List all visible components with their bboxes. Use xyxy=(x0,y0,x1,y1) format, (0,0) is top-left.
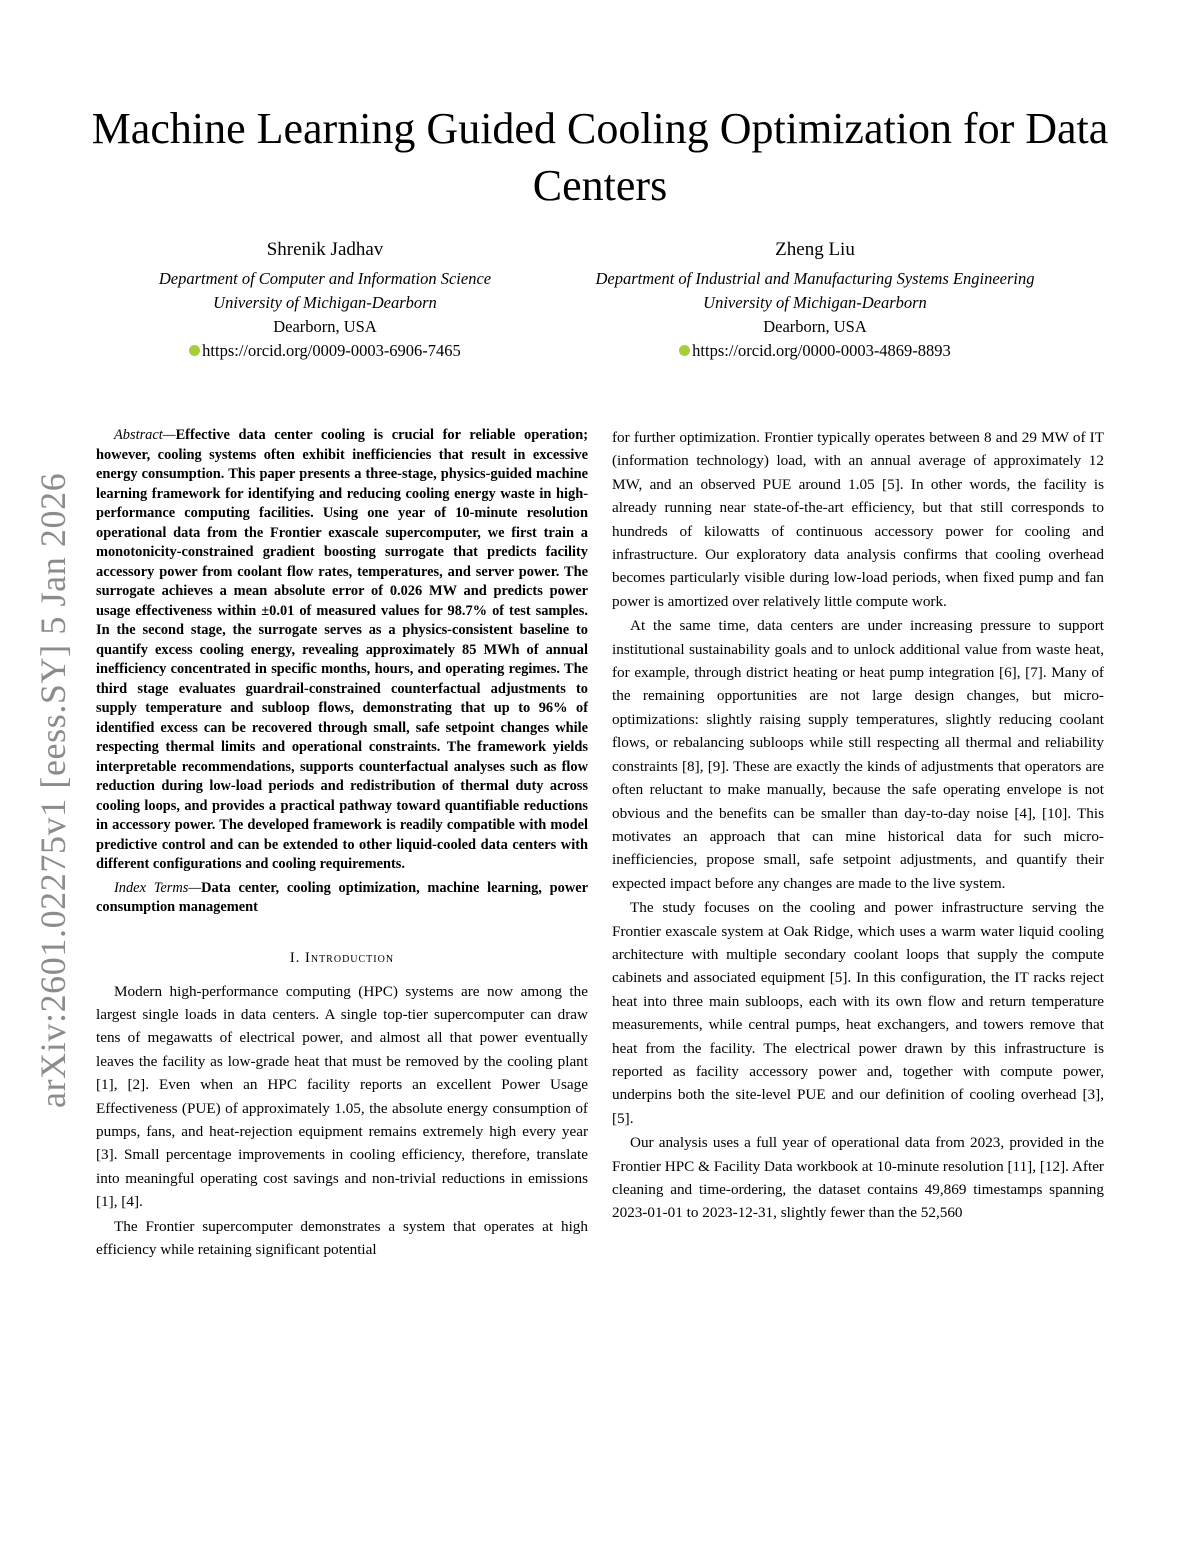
author-university: University of Michigan-Dearborn xyxy=(213,293,437,312)
orcid-link[interactable]: https://orcid.org/0009-0003-6906-7465 xyxy=(202,341,461,360)
orcid-link[interactable]: https://orcid.org/0000-0003-4869-8893 xyxy=(692,341,951,360)
abstract-label: Abstract— xyxy=(114,427,176,443)
author-department: Department of Industrial and Manufacturing Systems Engineering xyxy=(595,269,1035,288)
paragraph: The study focuses on the cooling and power infrastructure serving the Frontier exascale system at Oak Ridge, which uses a warm water liquid cooling architecture with multiple secondary coolant loops that supply the compute cabinets and associated equipment [5]. In this configuration, the IT racks reject heat into three main subloops, each with its own flow and return temperature measurements, while central pumps, heat exchangers, and towers remove that heat from the facility. The electrical power drawn by this infrastructure is reported as facility accessory power and, together with compute power, underpins both the site-level PUE and our definition of cooling overhead [3], [5]. xyxy=(612,899,1104,1127)
author-location: Dearborn, USA xyxy=(763,317,867,336)
orcid-icon xyxy=(679,345,690,356)
abstract xyxy=(96,426,588,875)
author-name: Shrenik Jadhav xyxy=(266,239,384,260)
author-orcid[interactable] xyxy=(540,339,1090,363)
paragraph: Modern high-performance computing (HPC) systems are now among the largest single loads in data centers. A single top-tier supercomputer can draw tens of megawatts of electrical power, and almost all that power eventually leaves the facility as low-grade heat that must be removed by the cooling plant [1], [2]. Even when an HPC facility reports an excellent Power Usage Effectiveness (PUE) of approximately 1.05, the absolute energy consumption of pumps, fans, and heat-rejection equipment remains extremely high every year [3]. Small percentage improvements in cooling efficiency, therefore, translate into meaningful operating cost savings and non-trivial reductions in emissions [1], [4]. xyxy=(96,982,588,1211)
paper-title: Machine Learning Guided Cooling Optimization for Data Centers xyxy=(91,104,1109,210)
index-terms-body: Data center, cooling optimization, machine learning, power consumption management xyxy=(96,879,588,915)
author-department: Department of Computer and Information Science xyxy=(158,269,492,288)
paragraph: The Frontier supercomputer demonstrates a system that operates at high efficiency while retaining significant potential xyxy=(96,1217,588,1258)
section-heading xyxy=(96,948,588,968)
section-title: Introduction xyxy=(305,949,395,966)
index-terms xyxy=(96,879,588,918)
paragraph: At the same time, data centers are under increasing pressure to support institutional sustainability goals and to unlock additional value from waste heat, for example, through district heating or heat pump integration [6], [7]. Many of the remaining opportunities are not large design changes, but micro-optimizations: slightly raising supply temperatures, slightly reducing coolant flows, or rebalancing subloops while still respecting all thermal and reliability constraints [8], [9]. These are exactly the kinds of adjustments that operators are often reluctant to make manually, because the safe operating envelope is not obvious and the benefits can be smaller than day-to-day noise [4], [10]. This motivates an approach that can mine historical data for such micro-inefficiencies, propose small, safe setpoint adjustments, and quantify their expected impact before any changes are made to the live system. xyxy=(612,617,1104,892)
author-name: Zheng Liu xyxy=(775,239,855,260)
index-terms-label: Index Terms— xyxy=(114,879,202,896)
orcid-icon xyxy=(189,345,200,356)
arxiv-identifier: arXiv:2601.02275v1 [eess.SY] 5 Jan 2026 xyxy=(33,472,73,1108)
abstract-body: Effective data center cooling is crucial for reliable operation; however, cooling systems often exhibit inefficiencies that result in excessive energy consumption. This paper presents a three-stage, physics-guided machine learning framework for identifying and reducing cooling energy waste in high-performance computing facilities. Using one year of 10-minute resolution operational data from the Frontier exascale supercomputer, we first train a monotonicity-constrained gradient boosting surrogate that predicts facility accessory power from coolant flow rates, temperatures, and server power. The surrogate achieves a mean absolute error of 0.026 MW and predicts power usage effectiveness within ±0.01 of measured values for 98.7% of test samples. In the second stage, the surrogate serves as a physics-consistent baseline to quantify excess cooling energy, revealing approximately 85 MWh of annual inefficiency concentrated in specific months, hours, and operating regimes. The third stage evaluates guardrail-constrained counterfactual adjustments to supply temperature and subloop flows, demonstrating that up to 96% of identified excess can be recovered through small, safe setpoint changes while respecting thermal limits and operational constraints. The framework yields interpretable recommendations, supports counterfactual analyses such as flow reduction during low-load periods and redistribution of thermal duty across cooling loops, and provides a practical pathway toward quantifiable reductions in accessory power. The developed framework is readily compatible with model predictive control and can be extended to other liquid-cooled data centers with different configurations and cooling requirements. xyxy=(96,427,588,872)
paragraph: for further optimization. Frontier typically operates between 8 and 29 MW of IT (information technology) load, with an annual average of approximately 12 MW, and an observed PUE around 1.05 [5]. In other words, the facility is already running near state-of-the-art efficiency, but that still corresponds to hundreds of kilowatts of continuous accessory power for cooling and infrastructure. Our exploratory data analysis confirms that cooling overhead becomes particularly visible during low-load periods, when fixed pump and fan power is amortized over relatively little compute work. xyxy=(612,429,1104,610)
paragraph: Our analysis uses a full year of operational data from 2023, provided in the Frontier HPC & Facility Data workbook at 10-minute resolution [11], [12]. After cleaning and time-ordering, the dataset contains 49,869 timestamps spanning 2023-01-01 to 2023-12-31, slightly fewer than the 52,560 xyxy=(612,1134,1104,1222)
author-orcid[interactable] xyxy=(110,339,540,363)
author-block-1 xyxy=(110,235,540,363)
author-university: University of Michigan-Dearborn xyxy=(703,293,927,312)
right-column xyxy=(612,426,1104,1225)
author-location: Dearborn, USA xyxy=(273,317,377,336)
author-block-2 xyxy=(540,235,1090,363)
left-column xyxy=(96,426,588,1261)
section-number: I. xyxy=(289,949,301,966)
